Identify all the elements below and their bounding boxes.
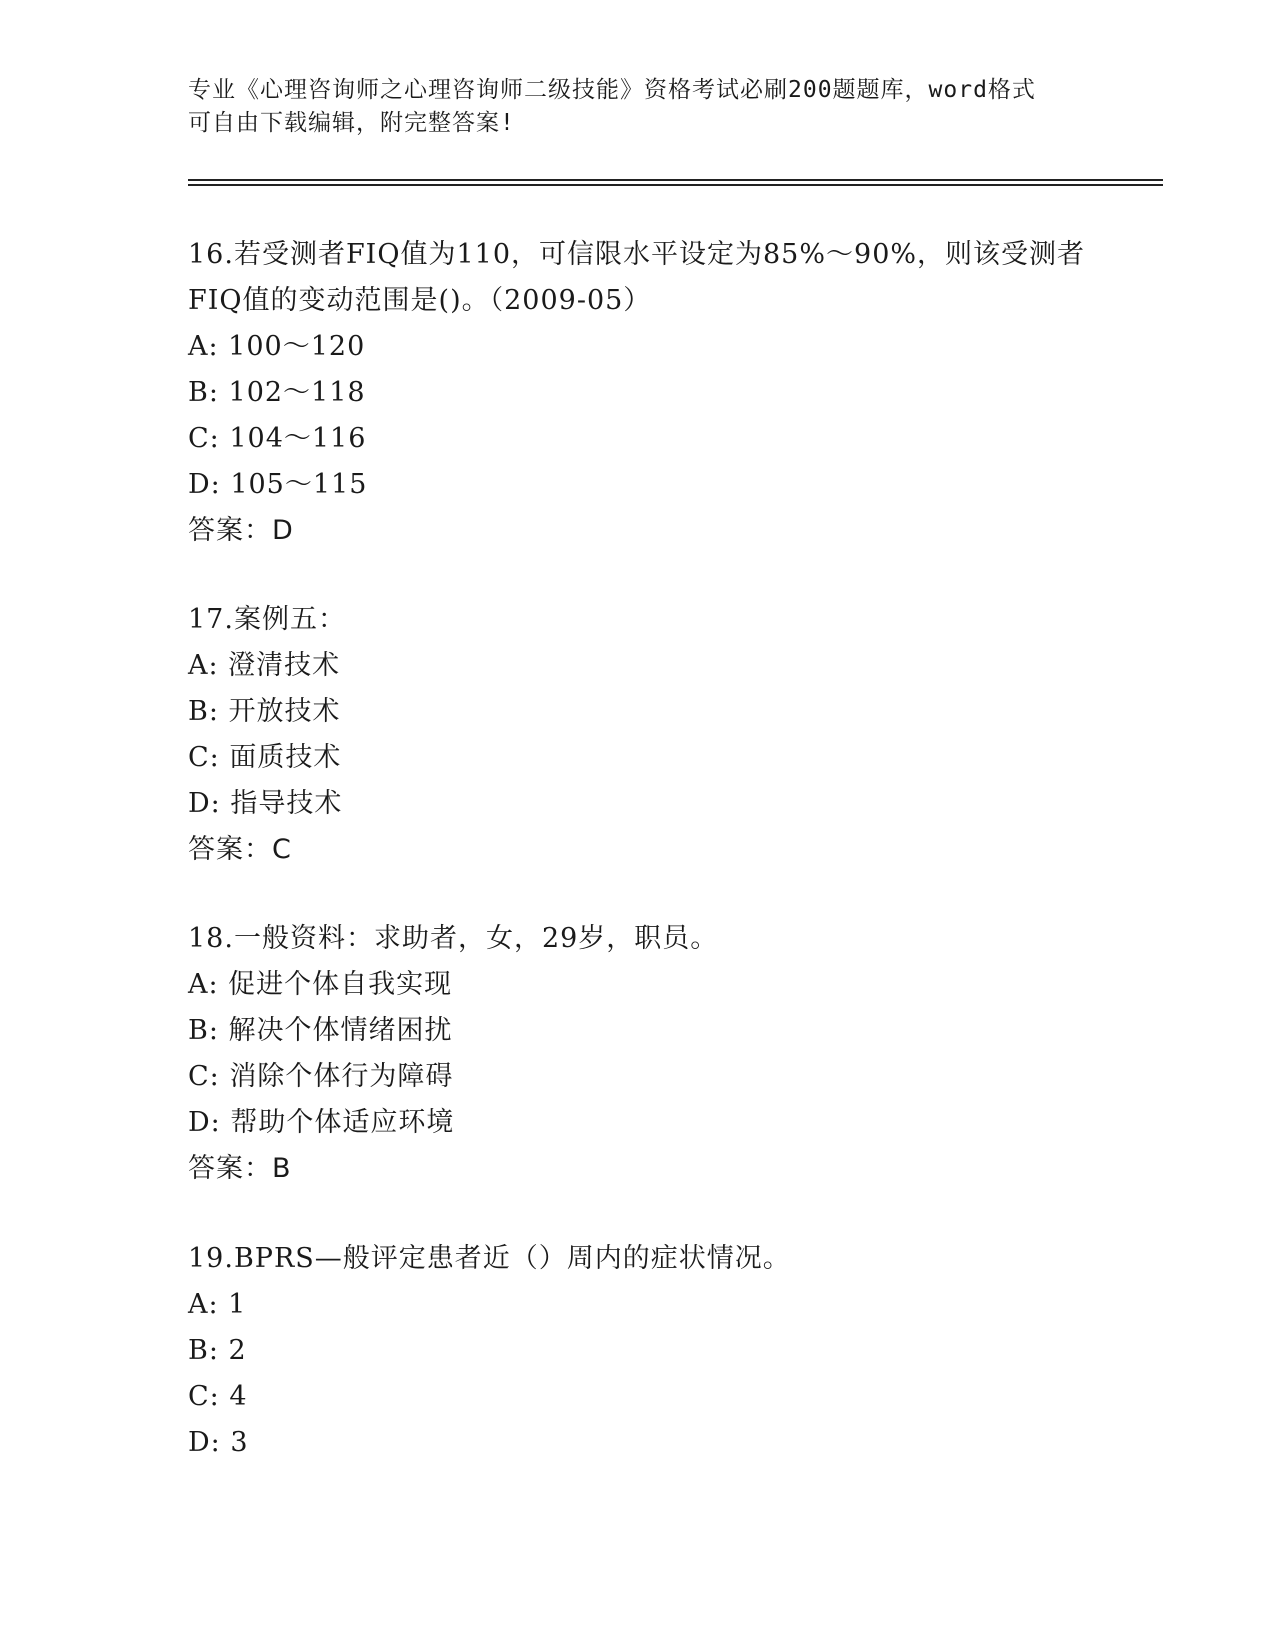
option-b: B: 2 [188,1335,247,1366]
option-b: B: 解决个体情绪困扰 [188,1015,453,1046]
option-b: B: 开放技术 [188,696,341,727]
question-19 [188,1236,1088,1466]
header-divider-top [188,179,1163,181]
option-c: C: 4 [188,1381,248,1412]
option-a: A: 促进个体自我实现 [188,969,453,1000]
question-17 [188,597,1088,873]
question-stem-cont: FIQ值的变动范围是()。（2009-05） [188,285,652,316]
option-b: B: 102～118 [188,377,366,408]
question-18 [188,916,1088,1192]
question-stem: 16.若受测者FIQ值为110，可信限水平设定为85%～90%，则该受测者 [188,239,1086,270]
answer: 答案：B [188,1153,292,1184]
option-d: D: 指导技术 [188,788,343,819]
option-c: C: 消除个体行为障碍 [188,1061,454,1092]
answer: 答案：D [188,515,294,546]
option-d: D: 105～115 [188,469,368,500]
option-a: A: 1 [188,1289,247,1320]
option-a: A: 100～120 [188,331,366,362]
question-stem: 19.BPRS—般评定患者近（）周内的症状情况。 [188,1243,791,1274]
question-stem: 17.案例五： [188,604,346,635]
option-d: D: 帮助个体适应环境 [188,1107,455,1138]
document-header [188,74,1068,140]
answer: 答案：C [188,834,292,865]
question-16 [188,232,1088,554]
header-divider-bottom [188,184,1163,186]
header-line-2: 可自由下载编辑，附完整答案! [188,110,515,136]
option-a: A: 澄清技术 [188,650,341,681]
question-stem: 18.一般资料：求助者，女，29岁，职员。 [188,923,719,954]
option-c: C: 面质技术 [188,742,342,773]
option-c: C: 104～116 [188,423,367,454]
option-d: D: 3 [188,1427,249,1458]
header-line-1: 专业《心理咨询师之心理咨询师二级技能》资格考试必刷200题题库，word格式 [188,77,1036,103]
